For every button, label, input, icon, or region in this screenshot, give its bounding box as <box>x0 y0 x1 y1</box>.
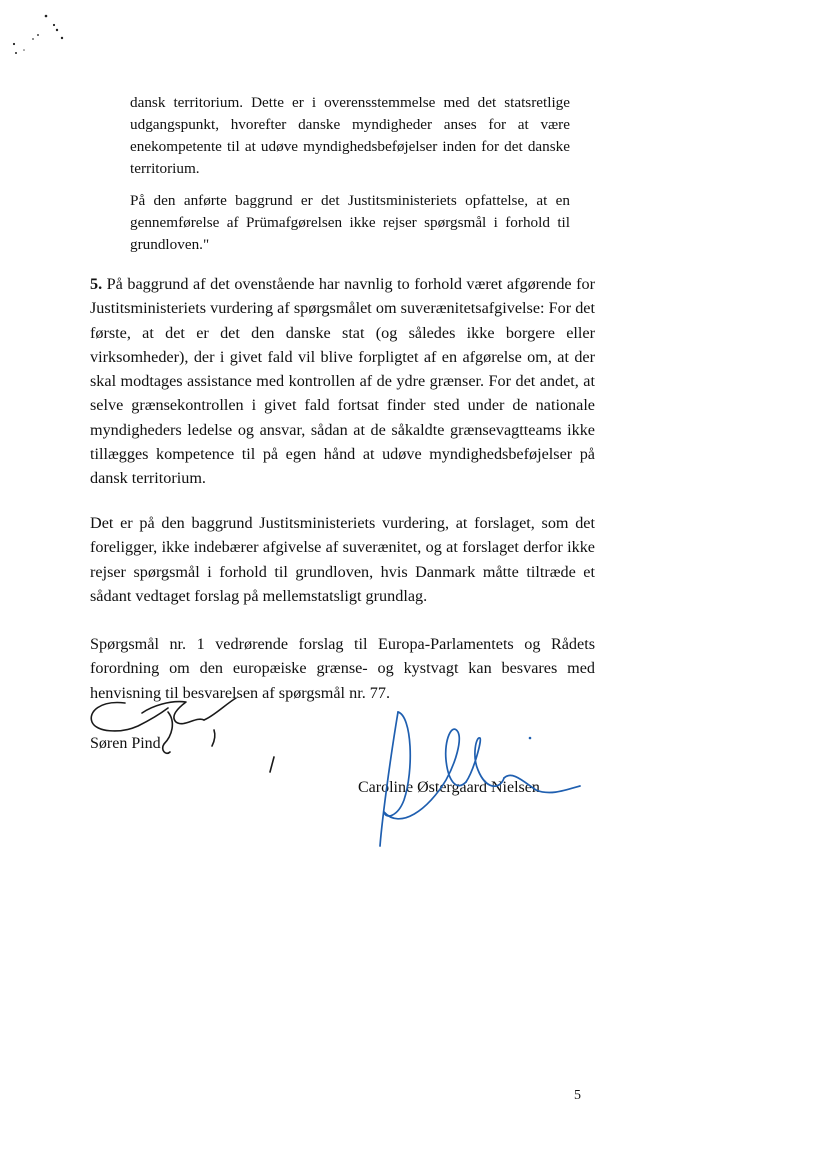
section-5-text: På baggrund af det ovenstående har navnlig to forhold været afgørende for Justitsministeriets vurdering af spørgsmålet om suverænitetsafgivelse: For det første, at det er det den danske stat (og således ikke borgere eller virksomheder), der i givet fald vil blive forpligtet af en afgørelse om, at der skal modtages assistance med kontrollen af de ydre grænser. For det andet, at selve grænsekontrollen i givet fald fortsat finder sted under de nationale myndigheders ledelse og ansvar, sådan at de såkaldte grænsevagtteams ikke tillægges kompetence til på egen hånd at udøve myndighedsbeføjelser på dansk territorium. <box>90 275 595 488</box>
quote-paragraph-2: På den anførte baggrund er det Justitsministeriets opfattelse, at en gennemførelse af Prümafgørelsen ikke rejser spørgsmål i forhold til grundloven." <box>130 192 570 253</box>
signatory-name-left: Søren Pind <box>90 735 161 752</box>
section-number: 5. <box>90 275 103 293</box>
conclusion-paragraph: Det er på den baggrund Justitsministeriets vurdering, at forslaget, som det foreligger, ikke indebærer afgivelse af suverænitet, og at forslaget derfor ikke rejser spørgsmål i forhold til grundloven, hvis Danmark måtte tiltræde et sådant vedtaget forslag på mellemstatsligt grundlag. <box>90 514 595 605</box>
section-5-paragraph <box>90 272 595 491</box>
reference-paragraph: Spørgsmål nr. 1 vedrørende forslag til Europa-Parlamentets og Rådets forordning om den europæiske grænse- og kystvagt kan besvares med henvisning til besvarelsen af spørgsmål nr. 77. <box>90 635 595 702</box>
signatory-name-right: Caroline Østergaard Nielsen <box>358 779 540 796</box>
scan-specks <box>8 8 78 68</box>
quote-paragraph-1: dansk territorium. Dette er i overensstemmelse med det statsretlige udgangspunkt, hvorefter danske myndigheder anses for at være enekompetente til at udøve myndighedsbeføjelser inden for det danske territorium. <box>130 94 570 177</box>
page-number: 5 <box>574 1088 581 1103</box>
